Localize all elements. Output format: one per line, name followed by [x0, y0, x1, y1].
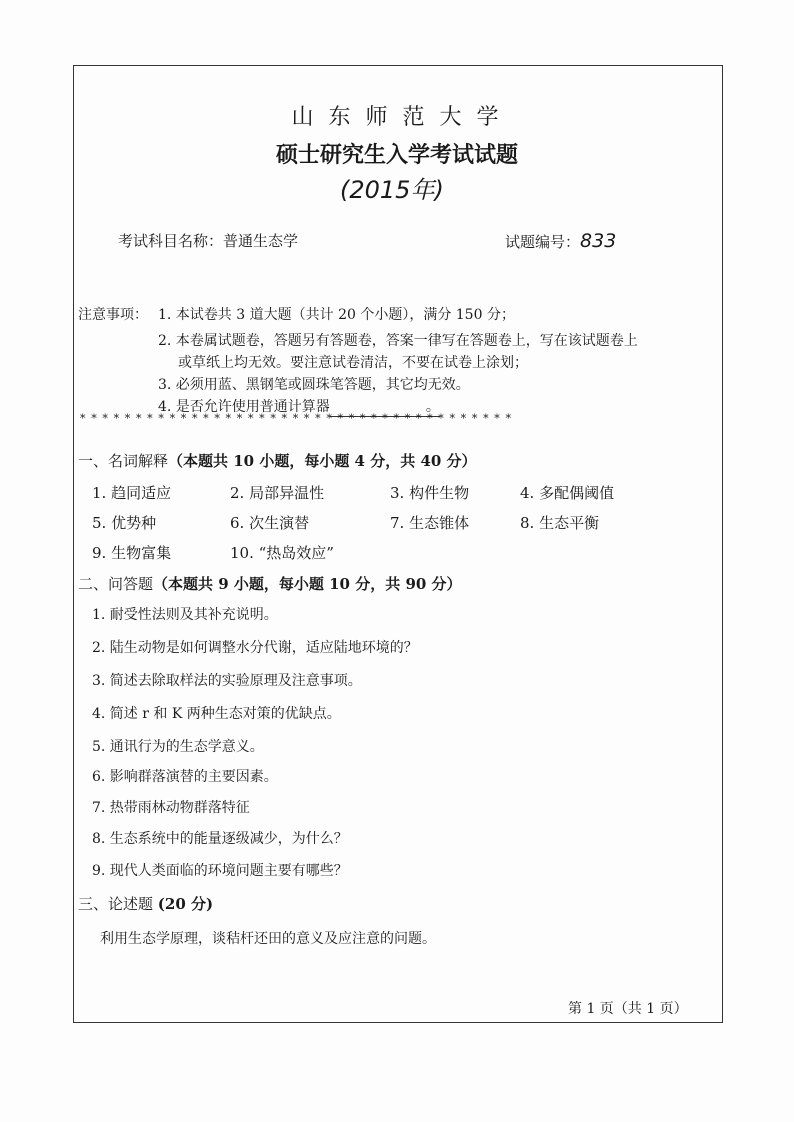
note-item: 1. 本试卷共 3 道大题（共计 20 个小题），满分 150 分；: [158, 307, 515, 323]
notes-label: 注意事项：: [78, 307, 148, 323]
exam-title: 硕士研究生入学考试试题: [275, 142, 518, 168]
section1-title: 一、名词解释: [78, 452, 169, 470]
question-item: 6. 影响群落演替的主要因素。: [92, 769, 278, 785]
term-item: 3. 构件生物: [390, 484, 470, 502]
code-value: 833: [580, 230, 617, 252]
university-name: 山 东 师 范 大 学: [291, 105, 503, 130]
note-item: 3. 必须用蓝、黑钢笔或圆珠笔答题，其它均无效。: [158, 377, 470, 393]
term-item: 8. 生态平衡: [520, 514, 600, 532]
question-item: 3. 简述去除取样法的实验原理及注意事项。: [92, 673, 362, 689]
term-item: 4. 多配偶阈值: [520, 484, 615, 502]
question-item: 7. 热带雨林动物群落特征: [92, 800, 250, 816]
question-item: 1. 耐受性法则及其补充说明。: [92, 607, 278, 623]
note-item: 或草纸上均无效。要注意试卷清洁，不要在试卷上涂划；: [178, 355, 528, 371]
essay-question: 利用生态学原理，谈秸杆还田的意义及应注意的问题。: [100, 931, 436, 947]
note-item: 2. 本卷属试题卷，答题另有答题卷，答案一律写在答题卷上，写在该试题卷上: [158, 333, 638, 349]
term-item: 9. 生物富集: [92, 544, 172, 562]
question-item: 2. 陆生动物是如何调整水分代谢，适应陆地环境的？: [92, 640, 418, 656]
section2-detail: （本题共 9 小题，每小题 10 分，共 90 分）: [153, 575, 462, 593]
note-item: 4. 是否允许使用普通计算器: [158, 399, 330, 415]
subject-value: 普通生态学: [223, 232, 299, 250]
term-item: 10. “热岛效应”: [230, 544, 334, 562]
term-item: 7. 生态锥体: [390, 514, 470, 532]
calculator-blank: 。: [330, 396, 440, 417]
section3-detail: (20 分): [157, 895, 214, 913]
term-item: 1. 趋同适应: [92, 484, 172, 502]
question-item: 8. 生态系统中的能量逐级减少，为什么？: [92, 831, 348, 847]
code-label: 试题编号：: [505, 233, 581, 251]
handwritten-year: (2015年): [340, 176, 444, 204]
page-footer: 第 1 页（共 1 页）: [568, 1001, 688, 1017]
question-item: 4. 简述 r 和 K 两种生态对策的优缺点。: [92, 706, 341, 722]
subject-label: 考试科目名称：: [118, 232, 224, 250]
star-divider: * * * * * * * * * * * * * * * * * * * * * * * * * * * * * * * * * * * * * * *: [80, 412, 513, 425]
term-item: 6. 次生演替: [230, 514, 310, 532]
question-item: 9. 现代人类面临的环境问题主要有哪些？: [92, 863, 348, 879]
section1-detail: （本题共 10 小题，每小题 4 分，共 40 分）: [168, 452, 477, 470]
term-item: 2. 局部异温性: [230, 484, 325, 502]
question-item: 5. 通讯行为的生态学意义。: [92, 739, 264, 755]
section2-title: 二、问答题: [78, 575, 154, 593]
term-item: 5. 优势种: [92, 514, 157, 532]
section3-title: 三、论述题: [78, 895, 154, 913]
